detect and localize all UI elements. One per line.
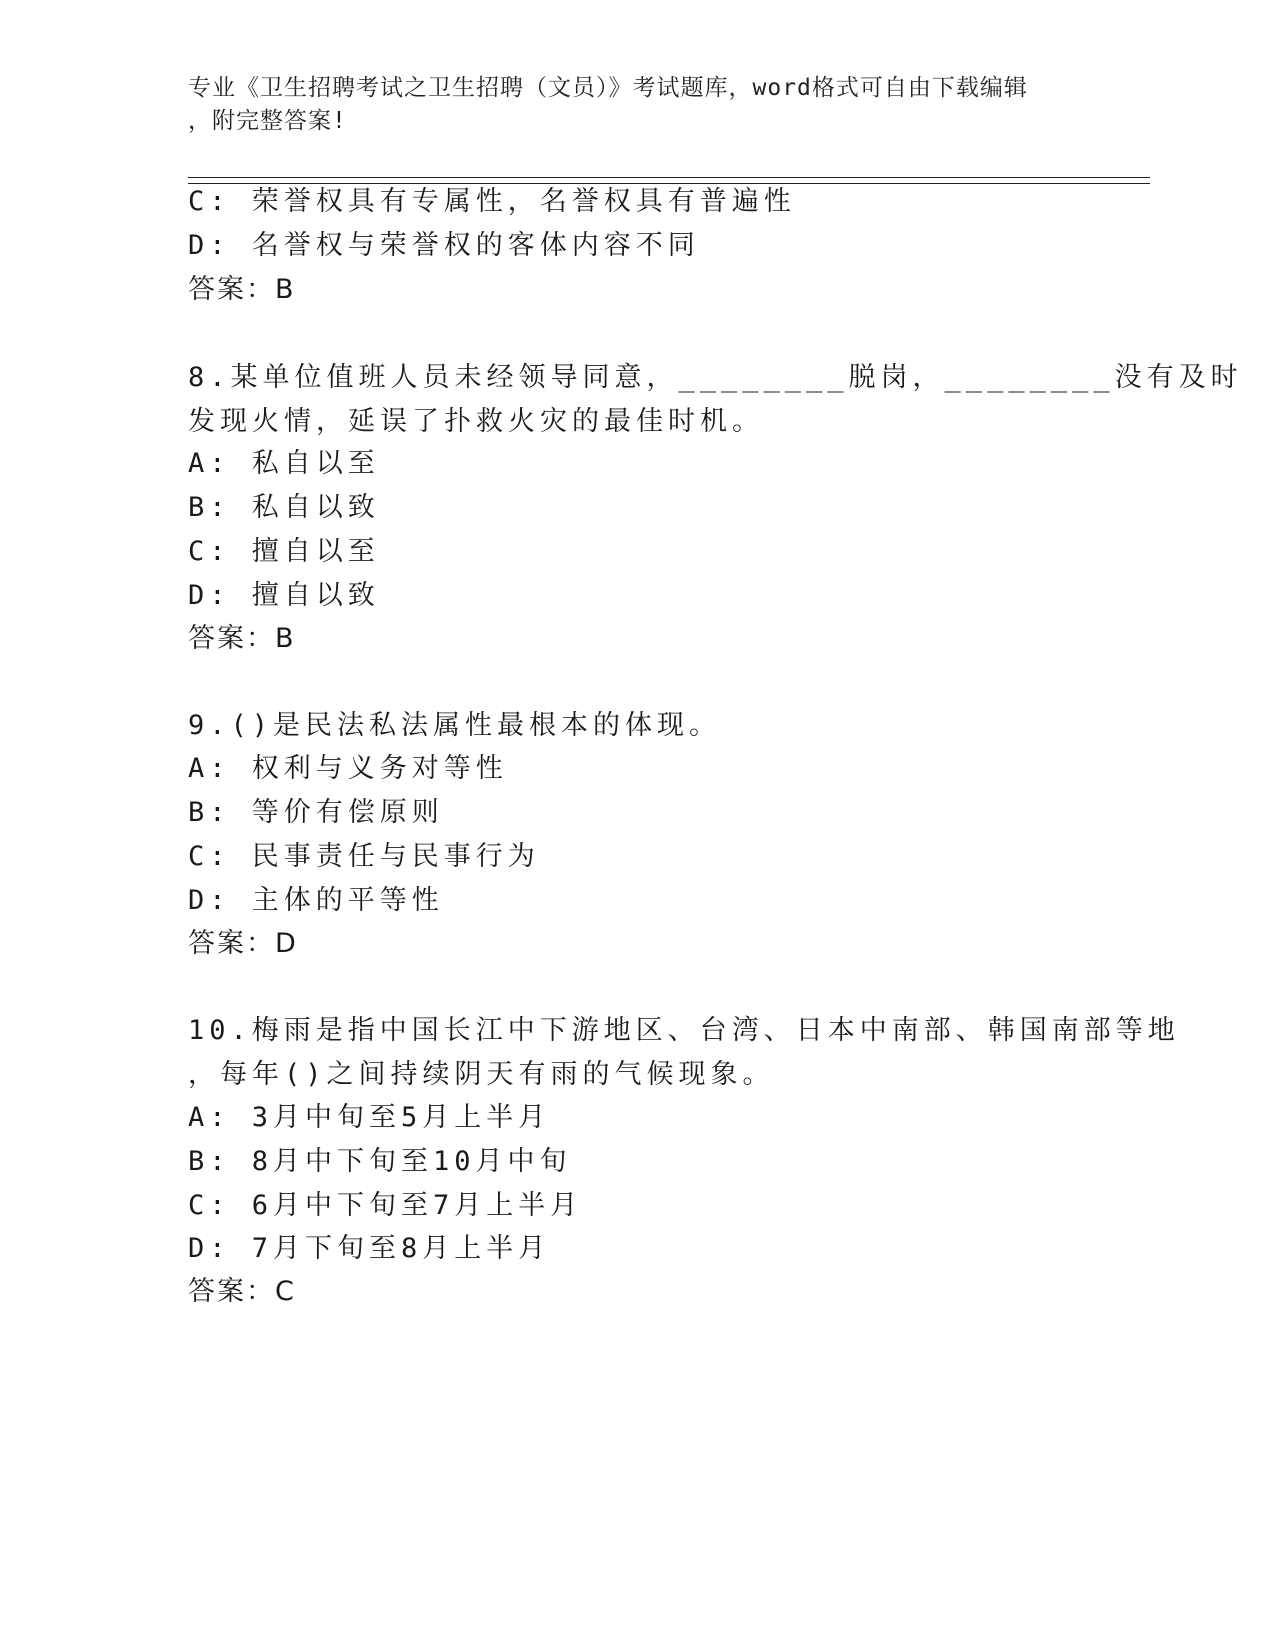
header-divider-top	[188, 177, 1150, 178]
q10-option-c: C: 6月中下旬至7月上半月	[188, 1190, 583, 1221]
header-title-line-continued: ，附完整答案!	[188, 108, 347, 134]
header-title-line: 专业《卫生招聘考试之卫生招聘（文员）》考试题库，word格式可自由下载编辑	[188, 75, 1028, 101]
q10-option-a: A: 3月中旬至5月上半月	[188, 1102, 551, 1133]
q9-option-d: D: 主体的平等性	[188, 885, 444, 916]
q7-option-c: C: 荣誉权具有专属性，名誉权具有普遍性	[188, 186, 796, 217]
q10-stem-continued: ，每年()之间持续阴天有雨的气候现象。	[188, 1059, 775, 1090]
q9-option-a: A: 权利与义务对等性	[188, 753, 508, 784]
q8-option-a: A: 私自以至	[188, 448, 380, 479]
q7-answer: 答案：B	[188, 274, 296, 305]
q10-stem: 10.梅雨是指中国长江中下游地区、台湾、日本中南部、韩国南部等地	[188, 1015, 1180, 1046]
q8-option-b: B: 私自以致	[188, 492, 380, 523]
q10-answer: 答案：C	[188, 1276, 296, 1307]
q10-option-d: D: 7月下旬至8月上半月	[188, 1233, 551, 1264]
q7-option-d: D: 名誉权与荣誉权的客体内容不同	[188, 230, 700, 261]
q9-option-b: B: 等价有偿原则	[188, 797, 444, 828]
q8-option-d: D: 擅自以致	[188, 580, 380, 611]
q10-option-b: B: 8月中下旬至10月中旬	[188, 1146, 572, 1177]
q9-option-c: C: 民事责任与民事行为	[188, 841, 540, 872]
q8-answer: 答案：B	[188, 623, 296, 654]
q8-option-c: C: 擅自以至	[188, 536, 380, 567]
q8-stem-continued: 发现火情，延误了扑救火灾的最佳时机。	[188, 406, 764, 437]
document-header	[188, 72, 1068, 138]
q9-answer: 答案：D	[188, 928, 298, 959]
q8-stem: 8.某单位值班人员未经领导同意，________脱岗，________没有及时	[188, 362, 1243, 393]
q9-stem: 9.()是民法私法属性最根本的体现。	[188, 710, 722, 741]
header-divider-bottom	[188, 183, 1150, 184]
